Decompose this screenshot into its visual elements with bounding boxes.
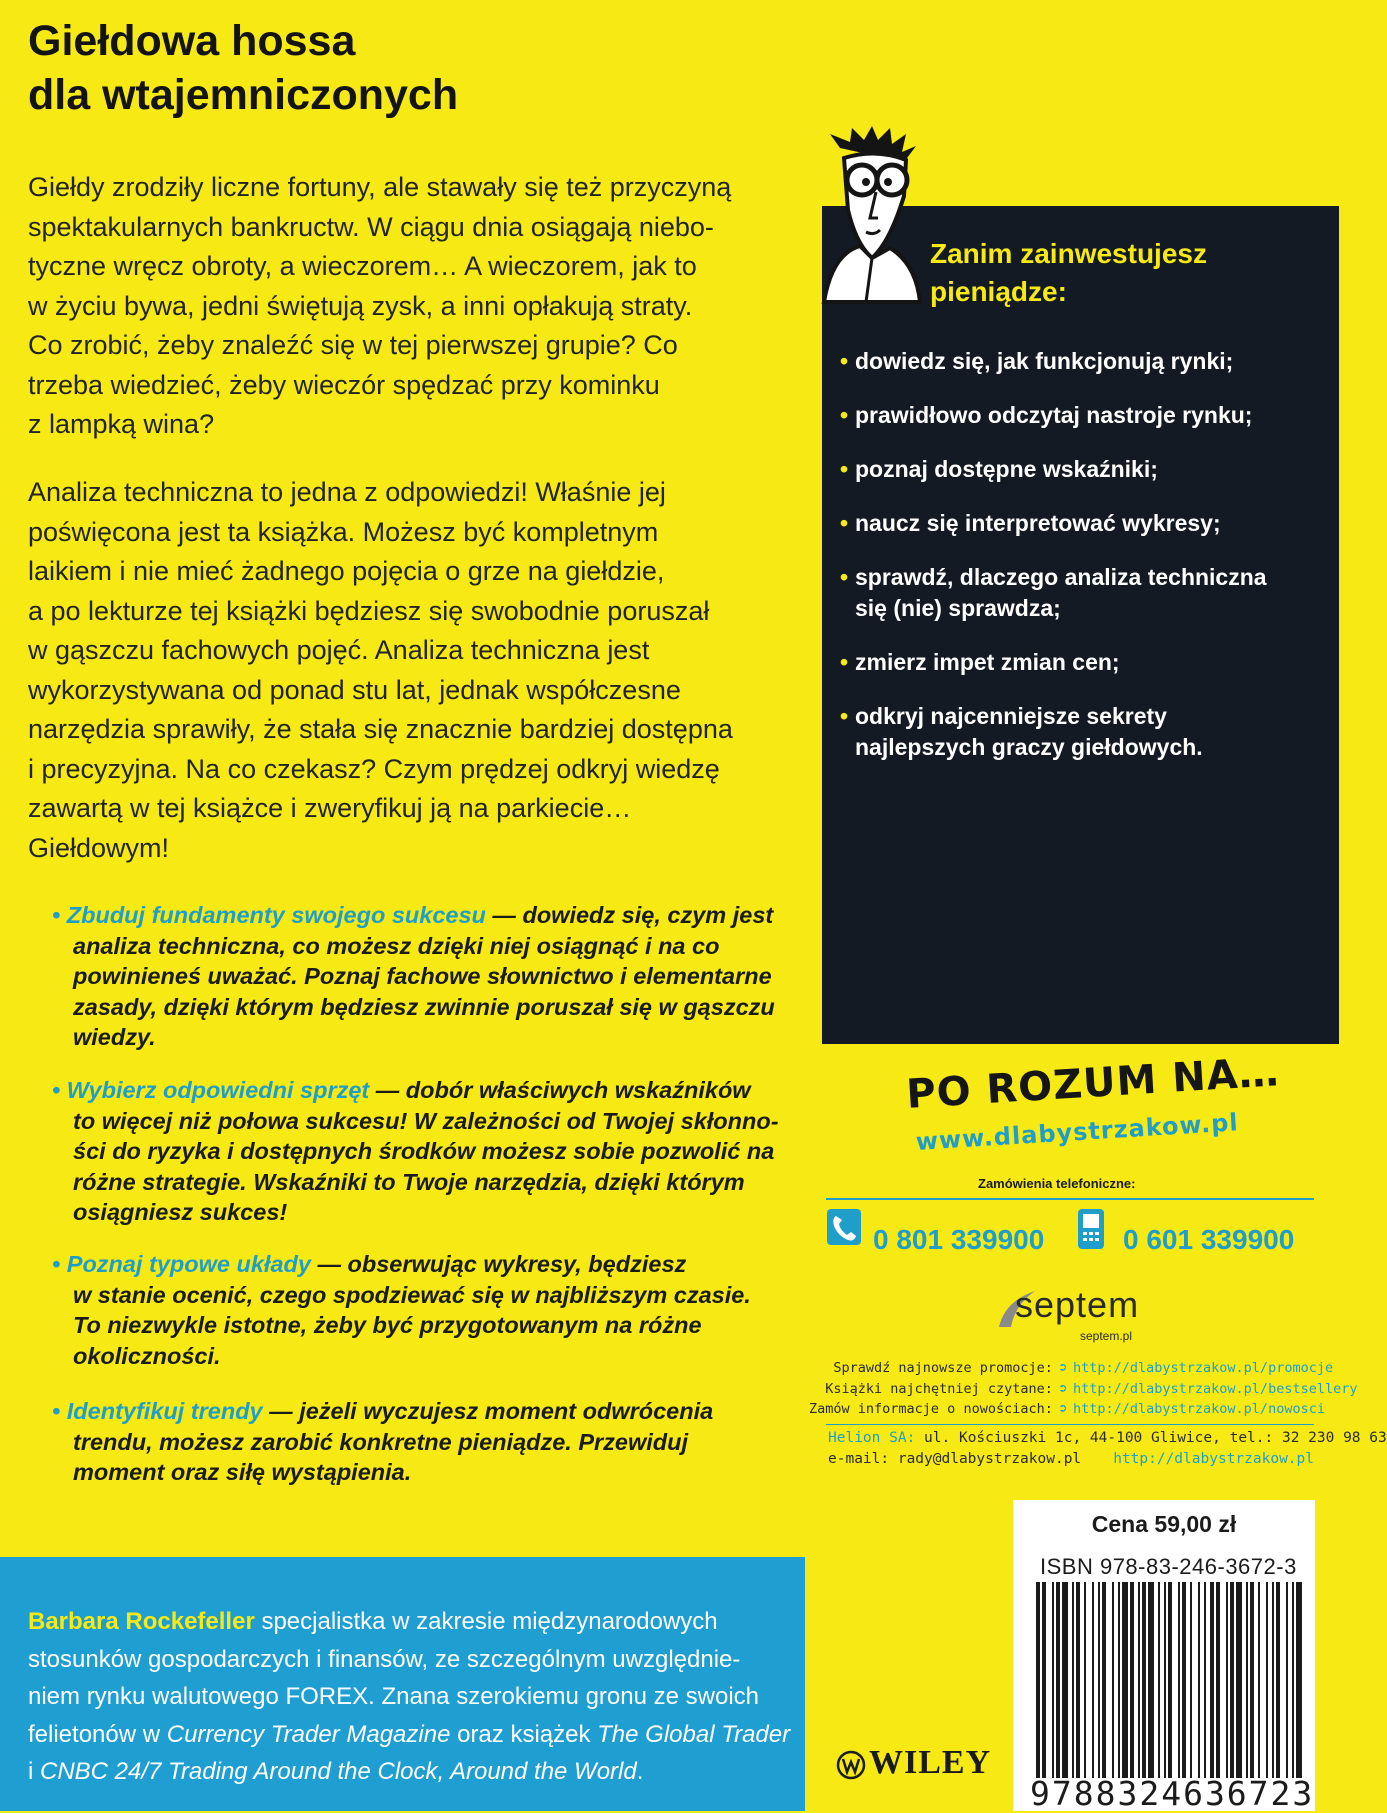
- bio-line: [28, 1603, 788, 1641]
- feature-highlight: • Identyfikuj trendy: [52, 1398, 263, 1424]
- sidebar-item: [840, 508, 1330, 539]
- sidebar-item: [840, 647, 1330, 678]
- barcode-bar: [1118, 1582, 1120, 1778]
- barcode-bar: [1102, 1582, 1106, 1778]
- barcode-bar: [1112, 1582, 1114, 1778]
- sidebar-item-text: • dowiedz się, jak funkcjonują rynki;: [855, 348, 1234, 374]
- barcode-bar: [1182, 1582, 1186, 1778]
- bio-text: felietonów w: [28, 1720, 167, 1748]
- text-line: laikiem i nie mieć żadnego pojęcia o grze na giełdzie,: [28, 556, 665, 586]
- feature-highlight: • Poznaj typowe układy: [52, 1251, 311, 1277]
- feature-line: analiza techniczna, co możesz dzięki niej osiągnąć i na co: [73, 932, 720, 959]
- feature-bullet-2: [52, 1075, 812, 1228]
- feature-line: To niezwykle istotne, żeby być przygotowanym na różne: [73, 1312, 702, 1338]
- bio-line: stosunków gospodarczych i finansów, ze szczególnym uwzględnie-: [28, 1645, 741, 1673]
- sidebar-item: [840, 701, 1330, 763]
- intro-paragraph-2: [28, 473, 818, 868]
- feature-line: różne strategie. Wskaźniki to Twoje narzędzia, dzięki którym: [73, 1168, 745, 1195]
- author-name: Barbara Rockefeller: [28, 1608, 255, 1635]
- intro-paragraph-1: [28, 168, 818, 445]
- sidebar-item-text: • odkryj najcenniejsze sekrety: [855, 703, 1167, 729]
- text-line: Giełdy zrodziły liczne fortuny, ale stawały się też przyczyną: [28, 172, 732, 202]
- barcode-bar: [1190, 1582, 1192, 1778]
- author-bio: [28, 1603, 791, 1791]
- feature-highlight: • Zbuduj fundamenty swojego sukcesu: [52, 902, 486, 928]
- feature-first-line: [52, 1396, 812, 1427]
- barcode-bar: [1296, 1582, 1302, 1778]
- text-line: zawartą w tej książce i zweryfikuj ją na parkiecie…: [28, 793, 632, 823]
- text-line: Giełdowym!: [28, 832, 170, 863]
- sidebar-heading-line: pieniądze:: [930, 276, 1067, 307]
- book-title-ref: The Global Trader: [597, 1720, 791, 1748]
- barcode-bar: [1122, 1582, 1128, 1778]
- feature-bullet-3: [52, 1249, 812, 1371]
- phone-number-mobile[interactable]: 0 601 339900: [1123, 1224, 1295, 1255]
- barcode-bar: [1148, 1582, 1154, 1778]
- text-line: z lampką wina?: [28, 409, 215, 439]
- bio-line: [28, 1753, 788, 1791]
- promo-label: Zamów informacje o nowościach:: [809, 1401, 1053, 1417]
- feature-highlight-text: Poznaj typowe układy: [66, 1251, 311, 1277]
- barcode-bar: [1258, 1582, 1260, 1778]
- sidebar-item-text: • zmierz impet zmian cen;: [855, 649, 1120, 675]
- feature-lead: — jeżeli wyczujesz moment odwrócenia: [262, 1398, 714, 1424]
- company-address: [828, 1430, 1387, 1446]
- slogan: PO ROZUM NA…: [905, 1049, 1281, 1118]
- bio-text: oraz książek: [450, 1720, 598, 1748]
- price-label: Cena 59,00 zł: [1091, 1511, 1237, 1537]
- barcode-bar: [1062, 1582, 1068, 1778]
- barcode-bar: [1042, 1582, 1046, 1778]
- wiley-emblem-icon: [836, 1750, 866, 1780]
- feature-line: wiedzy.: [73, 1024, 156, 1050]
- barcode-bar: [1236, 1582, 1242, 1778]
- text-line: narzędzia sprawiły, że stała się znacznie bardziej dostępna: [28, 714, 733, 744]
- wiley-logo: WILEY: [869, 1744, 992, 1781]
- sidebar-item-text: się (nie) sprawdza;: [855, 595, 1061, 621]
- feature-line: zasady, dzięki którym będziesz zwinnie poruszał się w gąszczu: [73, 993, 775, 1020]
- promo-url[interactable]: http://dlabystrzakow.pl/bestsellery: [1073, 1380, 1358, 1397]
- septem-logo: septem: [1015, 1284, 1140, 1325]
- feature-bullet-4: [52, 1396, 812, 1488]
- sidebar-item-text: • prawidłowo odczytaj nastroje rynku;: [855, 402, 1253, 428]
- site-link[interactable]: www.dlabystrzakow.pl: [915, 1108, 1240, 1156]
- homepage-link[interactable]: http://dlabystrzakow.pl: [1113, 1451, 1314, 1467]
- barcode-bar: [1292, 1582, 1294, 1778]
- sidebar-item: [840, 400, 1330, 431]
- feature-line: moment oraz siłę wystąpienia.: [73, 1459, 412, 1485]
- feature-line: ści do ryzyka i dostępnych środków możesz sobie pozwolić na: [73, 1138, 775, 1164]
- text-line: spektakularnych bankructw. W ciągu dnia osiągają niebo-: [28, 211, 714, 242]
- barcode-bar: [1210, 1582, 1214, 1778]
- promo-row: [780, 1379, 1358, 1400]
- divider: [826, 1424, 1314, 1425]
- bio-text: .: [636, 1758, 644, 1785]
- barcode-bar: [1276, 1582, 1280, 1778]
- feature-highlight: • Wybierz odpowiedni sprzęt: [52, 1077, 370, 1103]
- barcode-bar: [1204, 1582, 1206, 1778]
- text-line: trzeba wiedzieć, żeby wieczór spędzać przy kominku: [28, 369, 660, 400]
- barcode-bar: [1130, 1582, 1134, 1778]
- feature-highlight-text: Wybierz odpowiedni sprzęt: [66, 1077, 370, 1103]
- barcode-bar: [1230, 1582, 1234, 1778]
- sidebar-heading: [930, 235, 1330, 311]
- feature-bullet-1: [52, 900, 812, 1053]
- barcode-bar: [1168, 1582, 1172, 1778]
- sidebar-item-text: • sprawdź, dlaczego analiza techniczna: [855, 564, 1267, 590]
- barcode-bar: [1158, 1582, 1160, 1778]
- company-name: Helion SA:: [828, 1430, 916, 1446]
- barcode-bar: [1246, 1582, 1248, 1778]
- barcode-bar: [1036, 1582, 1040, 1778]
- feature-line: to więcej niż połowa sukcesu! W zależności od Twojej skłonno-: [73, 1107, 779, 1134]
- barcode-bar: [1098, 1582, 1100, 1778]
- book-title: [28, 14, 728, 122]
- divider: [826, 1198, 1314, 1200]
- barcode-digits: 9788324636723: [1030, 1774, 1315, 1813]
- arrow-circle-icon: ➲: [1058, 1360, 1067, 1376]
- barcode-bar: [1052, 1582, 1054, 1778]
- promo-url[interactable]: http://dlabystrzakow.pl/promocje: [1073, 1360, 1334, 1376]
- arrow-circle-icon: ➲: [1058, 1380, 1067, 1397]
- barcode-bar: [1056, 1582, 1060, 1778]
- feature-highlight-text: Zbuduj fundamenty swojego sukcesu: [66, 902, 486, 928]
- sidebar-item: [840, 562, 1330, 624]
- mobile-phone-icon: [1076, 1208, 1106, 1250]
- barcode-bar: [1084, 1582, 1086, 1778]
- feature-first-line: [52, 1249, 812, 1280]
- bio-text: specjalistka w zakresie międzynarodowych: [254, 1608, 718, 1635]
- barcode-bar: [1198, 1582, 1200, 1778]
- email-text[interactable]: e-mail: rady@dlabystrzakow.pl: [828, 1451, 1082, 1467]
- sidebar-item: [840, 454, 1330, 485]
- feature-line: powinieneś uważać. Poznaj fachowe słownictwo i elementarne: [73, 963, 772, 989]
- isbn-label: ISBN 978-83-246-3672-3: [1040, 1554, 1297, 1579]
- telephone-icon: [826, 1208, 862, 1248]
- barcode-bar: [1164, 1582, 1166, 1778]
- promo-row: [780, 1399, 1335, 1420]
- address-text: ul. Kościuszki 1c, 44-100 Gliwice, tel.: 32 230 98 63: [915, 1430, 1387, 1446]
- book-title-line-1: Giełdowa hossa: [28, 17, 356, 65]
- promo-url[interactable]: http://dlabystrzakow.pl/nowosci: [1073, 1401, 1325, 1417]
- feature-first-line: [52, 900, 812, 931]
- bio-line: niem rynku walutowego FOREX. Znana szerokiemu gronu ze swoich: [28, 1683, 759, 1710]
- feature-line: osiągniesz sukces!: [73, 1199, 288, 1225]
- text-line: Analiza techniczna to jedna z odpowiedzi! Właśnie jej: [28, 477, 666, 507]
- book-title-line-2: dla wtajemniczonych: [28, 71, 459, 119]
- sidebar-item-text: • poznaj dostępne wskaźniki;: [855, 456, 1158, 482]
- text-line: tyczne wręcz obroty, a wieczorem… A wieczorem, jak to: [28, 251, 697, 281]
- text-line: w gąszczu fachowych pojęć. Analiza techniczna jest: [28, 635, 650, 665]
- sidebar-item-text: • naucz się interpretować wykresy;: [855, 510, 1221, 536]
- barcode-bar: [1072, 1582, 1074, 1778]
- feature-line: w stanie ocenić, czego spodziewać się w najbliższym czasie.: [73, 1281, 751, 1308]
- barcode-bar: [1138, 1582, 1140, 1778]
- sidebar-item: [840, 346, 1330, 377]
- promo-links: [780, 1358, 1358, 1420]
- feature-lead: — dobór właściwych wskaźników: [369, 1077, 751, 1103]
- barcode-bar: [1250, 1582, 1254, 1778]
- barcode-bar: [1216, 1582, 1220, 1778]
- barcode-bar: [1226, 1582, 1228, 1778]
- phone-label: Zamówienia telefoniczne:: [978, 1176, 1136, 1191]
- barcode-bar: [1286, 1582, 1288, 1778]
- text-line: Co zrobić, żeby znaleźć się w tej pierwszej grupie? Co: [28, 330, 678, 360]
- magazine-title: Currency Trader Magazine: [166, 1720, 451, 1748]
- barcode-bar: [1178, 1582, 1180, 1778]
- barcode-bar: [1092, 1582, 1094, 1778]
- text-line: wykorzystywana od ponad stu lat, jednak współczesne: [28, 674, 681, 705]
- text-line: poświęcona jest ta książka. Możesz być kompletnym: [28, 516, 659, 547]
- feature-line: okoliczności.: [73, 1342, 221, 1369]
- barcode-bar: [1076, 1582, 1080, 1778]
- bio-text: i: [28, 1758, 40, 1785]
- feature-lead: — dowiedz się, czym jest: [485, 902, 774, 928]
- company-contact: [828, 1451, 1314, 1467]
- text-line: w życiu bywa, jedni świętują zysk, a inni opłakują straty.: [28, 290, 693, 321]
- sidebar-list: [840, 346, 1330, 786]
- sidebar-heading-line: Zanim zainwestujesz: [930, 238, 1207, 269]
- barcode-bar: [1272, 1582, 1274, 1778]
- barcode-bar: [1142, 1582, 1146, 1778]
- text-line: i precyzyjna. Na co czekasz? Czym prędzej odkryj wiedzę: [28, 753, 720, 784]
- book-title-ref: CNBC 24/7 Trading Around the Clock, Around the World: [40, 1758, 637, 1785]
- promo-label: Sprawdź najnowsze promocje:: [833, 1360, 1053, 1376]
- arrow-circle-icon: ➲: [1058, 1401, 1067, 1417]
- text-line: a po lekturze tej książki będziesz się swobodnie poruszał: [28, 595, 710, 626]
- promo-label: Książki najchętniej czytane:: [825, 1380, 1053, 1397]
- feature-highlight-text: Identyfikuj trendy: [66, 1398, 263, 1424]
- barcode-bar: [1266, 1582, 1268, 1778]
- promo-row: [780, 1358, 1335, 1379]
- barcode: [1036, 1582, 1298, 1778]
- publisher-url[interactable]: septem.pl: [1080, 1329, 1133, 1343]
- feature-line: trendu, możesz zarobić konkretne pieniądze. Przewiduj: [73, 1428, 689, 1455]
- bio-line: [28, 1716, 791, 1754]
- feature-first-line: [52, 1075, 812, 1106]
- feature-lead: — obserwując wykresy, będziesz: [310, 1251, 687, 1277]
- phone-number-landline[interactable]: 0 801 339900: [873, 1224, 1045, 1255]
- sidebar-item-text: najlepszych graczy giełdowych.: [855, 734, 1203, 760]
